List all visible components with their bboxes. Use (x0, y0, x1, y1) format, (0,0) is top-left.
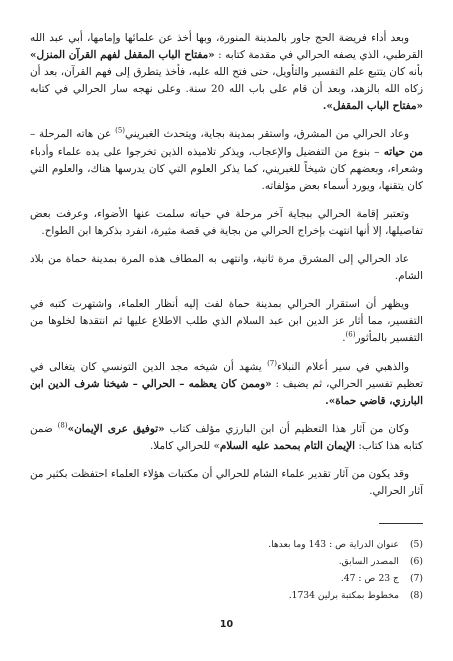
body-paragraph (30, 421, 423, 455)
body-paragraph (30, 126, 423, 194)
footnote-number: (6) (409, 556, 423, 567)
text-run: وكان من آثار هذا التعظيم أن ابن البارزي مؤلف كتاب (164, 422, 410, 435)
bold-phrase: «مفتاح الباب المقفل لفهم القرآن المنزل» (30, 49, 215, 62)
footnotes-list (123, 536, 423, 604)
text-run: والذهبي في سير أعلام النبلاء (277, 360, 409, 373)
footnote-separator (379, 523, 423, 524)
text-run: وبعد أداء فريضة الحج جاور بالمدينة المنورة، وبها أخذ عن علمائها وإمامها، أبي عبد الله القرطبي، الذي يصفه الحرالي في مقدمة كتابه : (30, 32, 423, 62)
footnote-ref: (7) (267, 359, 277, 368)
footnote-text: مخطوط بمكتبة برلين 1734. (288, 590, 399, 601)
bold-phrase: من حياته (383, 145, 423, 158)
text-run: عن هاته المرحلة – (30, 128, 116, 141)
footnote-ref: (6) (345, 330, 356, 339)
footnote-item (123, 553, 423, 570)
footnote-text: المصدر السابق. (338, 556, 399, 567)
body-paragraph (30, 30, 423, 115)
text-run: وتعتبر إقامة الحرالي ببجاية آخر مرحلة في حياته سلمت عنها الأضواء، وعرفت بعض تفاصيلها، إلا أنها انتهت بإخراج الحرالي من بجاية في قصة مثيرة، انفرد بذكرها ابن الطواح. (30, 207, 423, 237)
text-run: – بنوع من التفضيل والإعجاب، ويذكر تلاميذه الذين تخرجوا على يده علماء وأدباء وشعراء، وبعضهم كان شيخاً للغبريني، كما يذكر العلوم التي كان يدرسها هناك، والعلوم التي كان يتقنها، ويورد أسماء بعض مؤلفاته. (30, 145, 423, 192)
footnote-item (123, 587, 423, 604)
text-run: ويظهر أن استقرار الحرالي بمدينة حماة لفت إليه أنظار العلماء، واشتهرت كتبه في التفسير، مما أثار عز الدين ابن عبد السلام الذي طلب الاطلاع عليها ثم انتقدها لخلوها من التفسير بالمأثور (30, 298, 423, 345)
bold-phrase: «مفتاح الباب المقفل». (322, 100, 423, 113)
footnote-text: عنوان الدراية ص : 143 وما بعدها. (268, 539, 399, 550)
text-run: ضمن كتابه هذا كتاب: (30, 422, 423, 452)
footnote-item (123, 570, 423, 587)
text-run: بأنه كان يتتبع علم التفسير والتأويل، حتى فتح الله عليه، فأخذ يتطرق إلى فهم القرآن، بعد أن زكاه الله بالزهد، وبعد أن قام على باب الله 20 سنة. وعلى نهجه سار الحرالي في كتابه (30, 66, 423, 96)
footnote-text: ج 23 ص : 47. (340, 573, 399, 584)
text-run: وقد يكون من آثار تقدير علماء الشام للحرالي أن مكتبات هؤلاء العلماء احتفظت بكثير من آثار الحرالي. (30, 467, 423, 498)
footnote-number: (7) (409, 573, 423, 584)
text-run: . (342, 332, 346, 345)
body-paragraph (30, 359, 423, 410)
text-run: يشهد أن شيخه مجد الدين التونسي كان يتغالى في تعظيم تفسير الحرالي، ثم يضيف : (30, 360, 423, 390)
bold-phrase: «توفيق عرى الإيمان» (67, 422, 165, 435)
text-run: » للحرالي كاملا. (149, 439, 220, 452)
body-paragraph (30, 251, 423, 285)
bold-phrase: الإيمان التام بمحمد عليه السلام (219, 439, 356, 452)
bold-phrase: «وممن كان يعظمه – الحرالي – شيخنا شرف الدين ابن البارزي، قاضي حماة». (30, 377, 423, 407)
footnote-ref: (5) (115, 127, 126, 135)
body-paragraph (30, 206, 423, 240)
page-number: 10 (219, 619, 234, 630)
text-run: وعاد الحرالي من المشرق، واستقر بمدينة بجاية، ويتحدث الغبريني (125, 128, 409, 141)
body-paragraph (30, 466, 423, 500)
footnote-number: (5) (409, 539, 423, 550)
body-text (30, 30, 423, 511)
footnote-item (123, 536, 423, 553)
footnote-number: (8) (409, 590, 423, 601)
text-run: عاد الحرالي إلى المشرق مرة ثانية، وانتهى به المطاف هذه المرة بمدينة حماة من بلاد الشام. (30, 253, 423, 283)
body-paragraph (30, 296, 423, 347)
footnote-ref: (8) (57, 421, 68, 430)
